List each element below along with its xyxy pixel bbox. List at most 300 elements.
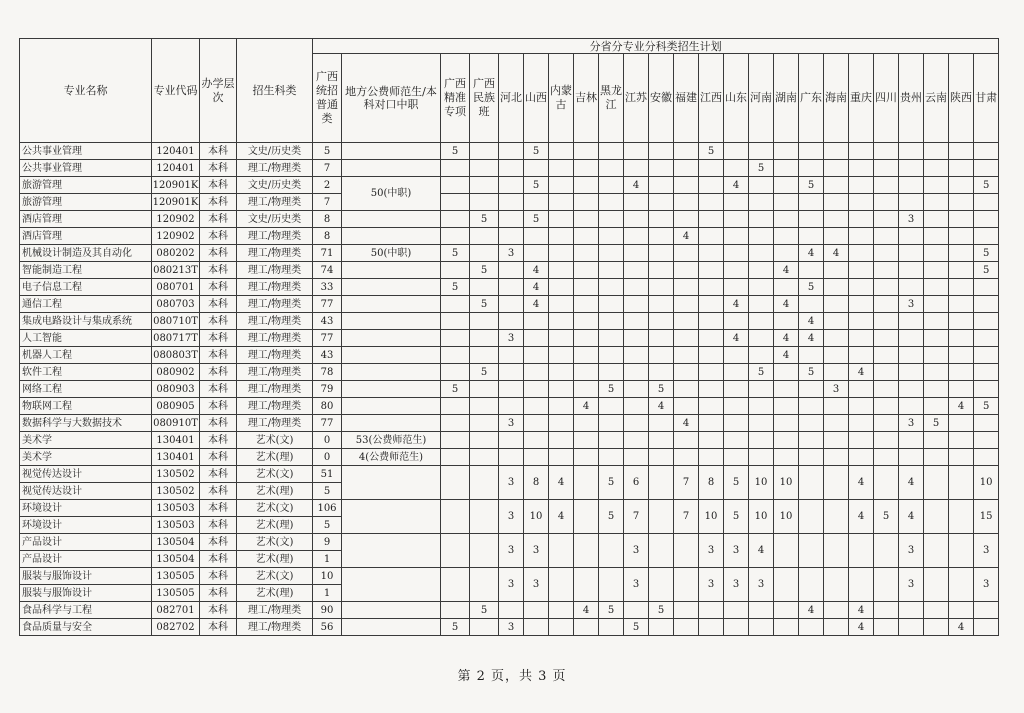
col-header-local: 地方公费师范生/本科对口中职 bbox=[342, 54, 441, 143]
header-row-top bbox=[20, 39, 999, 54]
major-code: 120902 bbox=[152, 228, 200, 245]
province-count bbox=[874, 262, 899, 279]
province-count bbox=[699, 313, 724, 330]
province-count bbox=[624, 313, 649, 330]
province-count bbox=[441, 330, 470, 347]
province-count: 5 bbox=[799, 279, 824, 296]
province-count bbox=[674, 194, 699, 211]
province-count bbox=[774, 568, 799, 602]
province-count bbox=[899, 228, 924, 245]
col-header-province: 内蒙古 bbox=[549, 54, 574, 143]
province-count: 3 bbox=[524, 568, 549, 602]
province-count bbox=[824, 415, 849, 432]
province-count: 3 bbox=[624, 534, 649, 568]
province-count bbox=[574, 313, 599, 330]
col-header-province: 海南 bbox=[824, 54, 849, 143]
local-quota bbox=[342, 602, 441, 619]
province-count bbox=[549, 619, 574, 636]
category: 艺术(文) bbox=[237, 466, 313, 483]
province-count bbox=[674, 313, 699, 330]
province-count bbox=[724, 262, 749, 279]
level: 本科 bbox=[200, 568, 237, 585]
province-count bbox=[624, 296, 649, 313]
province-count bbox=[599, 364, 624, 381]
province-count bbox=[824, 262, 849, 279]
province-count bbox=[499, 602, 524, 619]
province-count bbox=[470, 432, 499, 449]
province-count bbox=[470, 194, 499, 211]
province-count bbox=[774, 228, 799, 245]
table-row bbox=[20, 279, 999, 296]
province-count bbox=[441, 534, 470, 568]
gx-normal-count: 79 bbox=[313, 381, 342, 398]
major-code: 130401 bbox=[152, 432, 200, 449]
province-count bbox=[799, 194, 824, 211]
province-count bbox=[849, 177, 874, 194]
province-count bbox=[924, 143, 949, 160]
province-count bbox=[774, 313, 799, 330]
province-count bbox=[649, 143, 674, 160]
major-name: 旅游管理 bbox=[20, 194, 152, 211]
province-count bbox=[549, 534, 574, 568]
province-count bbox=[674, 330, 699, 347]
province-count bbox=[974, 619, 999, 636]
province-count bbox=[470, 228, 499, 245]
province-count bbox=[874, 534, 899, 568]
province-count bbox=[799, 262, 824, 279]
province-count bbox=[874, 568, 899, 602]
table-row bbox=[20, 568, 999, 585]
province-count bbox=[949, 568, 974, 602]
province-count bbox=[849, 245, 874, 262]
province-count bbox=[899, 330, 924, 347]
col-header-province: 广西民族班 bbox=[470, 54, 499, 143]
major-code: 130502 bbox=[152, 466, 200, 483]
province-count: 4 bbox=[774, 330, 799, 347]
province-count bbox=[674, 160, 699, 177]
table-row bbox=[20, 500, 999, 517]
province-count bbox=[949, 245, 974, 262]
province-count bbox=[874, 398, 899, 415]
province-count: 5 bbox=[524, 177, 549, 194]
province-count bbox=[974, 211, 999, 228]
province-count bbox=[499, 381, 524, 398]
major-name: 集成电路设计与集成系统 bbox=[20, 313, 152, 330]
province-count bbox=[549, 347, 574, 364]
major-code: 130504 bbox=[152, 551, 200, 568]
province-count: 5 bbox=[441, 279, 470, 296]
province-count: 3 bbox=[724, 568, 749, 602]
province-count bbox=[674, 602, 699, 619]
province-count: 3 bbox=[499, 619, 524, 636]
page-footer: 第 2 页，共 3 页 bbox=[457, 669, 567, 684]
level: 本科 bbox=[200, 551, 237, 568]
province-count: 4 bbox=[824, 245, 849, 262]
province-count bbox=[624, 245, 649, 262]
table-row bbox=[20, 313, 999, 330]
col-header-category: 招生科类 bbox=[237, 39, 313, 143]
province-count bbox=[749, 415, 774, 432]
province-count: 5 bbox=[974, 398, 999, 415]
province-count bbox=[974, 602, 999, 619]
col-header-province: 广西精准专项 bbox=[441, 54, 470, 143]
province-count bbox=[470, 500, 499, 534]
province-count bbox=[524, 619, 549, 636]
province-count bbox=[699, 449, 724, 466]
province-count bbox=[624, 364, 649, 381]
province-count: 3 bbox=[524, 534, 549, 568]
local-quota bbox=[342, 466, 441, 500]
province-count bbox=[824, 211, 849, 228]
province-count bbox=[574, 211, 599, 228]
province-count bbox=[724, 245, 749, 262]
province-count bbox=[949, 330, 974, 347]
category: 理工/物理类 bbox=[237, 245, 313, 262]
col-header-gx-normal: 广西统招普通类 bbox=[313, 54, 342, 143]
province-count bbox=[924, 330, 949, 347]
province-count bbox=[524, 432, 549, 449]
province-count bbox=[849, 330, 874, 347]
province-count: 5 bbox=[749, 160, 774, 177]
table-row bbox=[20, 228, 999, 245]
province-count bbox=[599, 534, 624, 568]
province-count bbox=[499, 194, 524, 211]
province-count bbox=[749, 398, 774, 415]
province-count bbox=[899, 432, 924, 449]
province-count: 5 bbox=[799, 177, 824, 194]
local-quota bbox=[342, 415, 441, 432]
local-quota bbox=[342, 330, 441, 347]
province-count bbox=[649, 568, 674, 602]
province-count bbox=[874, 602, 899, 619]
col-header-province: 湖南 bbox=[774, 54, 799, 143]
province-count bbox=[524, 364, 549, 381]
province-count bbox=[499, 262, 524, 279]
gx-normal-count: 1 bbox=[313, 551, 342, 568]
province-count bbox=[699, 262, 724, 279]
province-count bbox=[824, 296, 849, 313]
level: 本科 bbox=[200, 347, 237, 364]
enrollment-plan-table bbox=[19, 38, 999, 636]
enrollment-plan-sheet bbox=[19, 38, 999, 636]
province-count bbox=[949, 364, 974, 381]
gx-normal-count: 8 bbox=[313, 228, 342, 245]
province-count: 4 bbox=[849, 364, 874, 381]
province-count bbox=[549, 279, 574, 296]
local-quota bbox=[342, 143, 441, 160]
level: 本科 bbox=[200, 619, 237, 636]
province-count bbox=[574, 500, 599, 534]
major-name: 物联网工程 bbox=[20, 398, 152, 415]
province-count bbox=[949, 466, 974, 500]
province-count bbox=[549, 296, 574, 313]
province-count bbox=[949, 534, 974, 568]
province-count bbox=[849, 296, 874, 313]
province-count bbox=[624, 381, 649, 398]
province-count bbox=[899, 398, 924, 415]
province-count bbox=[924, 534, 949, 568]
category: 艺术(文) bbox=[237, 432, 313, 449]
province-count: 4 bbox=[774, 347, 799, 364]
province-count: 5 bbox=[724, 500, 749, 534]
table-row bbox=[20, 364, 999, 381]
province-count: 3 bbox=[499, 330, 524, 347]
major-name: 产品设计 bbox=[20, 551, 152, 568]
province-count bbox=[470, 568, 499, 602]
category: 理工/物理类 bbox=[237, 262, 313, 279]
province-count bbox=[899, 177, 924, 194]
province-count bbox=[624, 449, 649, 466]
category: 文史/历史类 bbox=[237, 177, 313, 194]
major-name: 环境设计 bbox=[20, 500, 152, 517]
province-count: 3 bbox=[824, 381, 849, 398]
province-count bbox=[649, 279, 674, 296]
major-code: 130505 bbox=[152, 585, 200, 602]
province-count bbox=[924, 194, 949, 211]
province-count bbox=[499, 279, 524, 296]
major-name: 食品科学与工程 bbox=[20, 602, 152, 619]
province-count bbox=[924, 160, 949, 177]
gx-normal-count: 0 bbox=[313, 432, 342, 449]
province-count bbox=[674, 245, 699, 262]
province-count bbox=[974, 449, 999, 466]
col-header-province: 福建 bbox=[674, 54, 699, 143]
province-count bbox=[649, 364, 674, 381]
level: 本科 bbox=[200, 279, 237, 296]
province-count bbox=[524, 330, 549, 347]
level: 本科 bbox=[200, 364, 237, 381]
major-code: 082701 bbox=[152, 602, 200, 619]
province-count: 5 bbox=[924, 415, 949, 432]
province-count bbox=[799, 449, 824, 466]
province-count bbox=[599, 449, 624, 466]
province-count bbox=[774, 160, 799, 177]
province-count bbox=[749, 228, 774, 245]
province-count bbox=[874, 466, 899, 500]
major-name: 美术学 bbox=[20, 432, 152, 449]
province-count: 5 bbox=[470, 364, 499, 381]
province-count bbox=[470, 534, 499, 568]
province-count: 3 bbox=[974, 568, 999, 602]
province-count bbox=[724, 415, 749, 432]
province-count: 3 bbox=[499, 415, 524, 432]
province-count bbox=[524, 602, 549, 619]
province-count bbox=[749, 330, 774, 347]
gx-normal-count: 33 bbox=[313, 279, 342, 296]
province-count bbox=[799, 160, 824, 177]
local-quota bbox=[342, 619, 441, 636]
province-count: 5 bbox=[799, 364, 824, 381]
province-count bbox=[824, 619, 849, 636]
province-count: 8 bbox=[524, 466, 549, 500]
province-count bbox=[674, 619, 699, 636]
table-row bbox=[20, 534, 999, 551]
province-count: 4 bbox=[724, 177, 749, 194]
province-count bbox=[724, 449, 749, 466]
province-count: 5 bbox=[599, 381, 624, 398]
province-count bbox=[874, 432, 899, 449]
province-count bbox=[624, 398, 649, 415]
province-count bbox=[724, 279, 749, 296]
province-count bbox=[849, 449, 874, 466]
province-count bbox=[774, 381, 799, 398]
province-count: 3 bbox=[499, 500, 524, 534]
province-count: 5 bbox=[599, 466, 624, 500]
province-count bbox=[649, 432, 674, 449]
province-count bbox=[524, 347, 549, 364]
col-header-province: 江西 bbox=[699, 54, 724, 143]
province-count bbox=[874, 279, 899, 296]
province-count bbox=[824, 194, 849, 211]
province-count bbox=[899, 381, 924, 398]
gx-normal-count: 2 bbox=[313, 177, 342, 194]
province-count bbox=[674, 262, 699, 279]
province-count bbox=[724, 432, 749, 449]
category: 艺术(理) bbox=[237, 551, 313, 568]
province-count: 8 bbox=[699, 466, 724, 500]
province-count bbox=[499, 449, 524, 466]
province-count bbox=[899, 279, 924, 296]
province-count bbox=[874, 160, 899, 177]
province-count bbox=[974, 415, 999, 432]
local-quota bbox=[342, 296, 441, 313]
province-count bbox=[624, 347, 649, 364]
gx-normal-count: 10 bbox=[313, 568, 342, 585]
gx-normal-count: 7 bbox=[313, 194, 342, 211]
province-count bbox=[924, 313, 949, 330]
table-row bbox=[20, 619, 999, 636]
province-count bbox=[649, 296, 674, 313]
province-count bbox=[441, 313, 470, 330]
province-count: 10 bbox=[699, 500, 724, 534]
gx-normal-count: 43 bbox=[313, 347, 342, 364]
province-count: 3 bbox=[974, 534, 999, 568]
province-count bbox=[874, 313, 899, 330]
province-count bbox=[524, 194, 549, 211]
category: 理工/物理类 bbox=[237, 364, 313, 381]
province-count bbox=[849, 347, 874, 364]
province-count bbox=[599, 245, 624, 262]
province-count: 4 bbox=[774, 296, 799, 313]
province-count bbox=[899, 347, 924, 364]
province-count bbox=[599, 194, 624, 211]
province-count bbox=[699, 160, 724, 177]
major-name: 公共事业管理 bbox=[20, 143, 152, 160]
level: 本科 bbox=[200, 160, 237, 177]
province-count bbox=[649, 330, 674, 347]
province-count bbox=[599, 211, 624, 228]
province-count bbox=[499, 160, 524, 177]
province-count bbox=[549, 228, 574, 245]
major-code: 120902 bbox=[152, 211, 200, 228]
gx-normal-count: 7 bbox=[313, 160, 342, 177]
province-count bbox=[899, 194, 924, 211]
province-count bbox=[674, 398, 699, 415]
col-header-province: 山东 bbox=[724, 54, 749, 143]
province-count bbox=[949, 211, 974, 228]
province-count bbox=[724, 228, 749, 245]
province-count bbox=[599, 177, 624, 194]
province-count bbox=[749, 449, 774, 466]
province-count bbox=[599, 347, 624, 364]
province-count bbox=[699, 602, 724, 619]
gx-normal-count: 78 bbox=[313, 364, 342, 381]
category: 理工/物理类 bbox=[237, 330, 313, 347]
province-count bbox=[674, 296, 699, 313]
province-count: 4 bbox=[574, 398, 599, 415]
col-header-province: 云南 bbox=[924, 54, 949, 143]
province-count bbox=[824, 602, 849, 619]
province-count bbox=[470, 381, 499, 398]
province-count bbox=[724, 143, 749, 160]
gx-normal-count: 9 bbox=[313, 534, 342, 551]
province-count bbox=[899, 449, 924, 466]
category: 艺术(文) bbox=[237, 534, 313, 551]
province-count bbox=[574, 466, 599, 500]
province-count bbox=[749, 619, 774, 636]
province-count bbox=[849, 279, 874, 296]
province-count: 4 bbox=[849, 619, 874, 636]
local-quota: 50(中职) bbox=[342, 245, 441, 262]
major-code: 130502 bbox=[152, 483, 200, 500]
province-count bbox=[599, 160, 624, 177]
province-count bbox=[599, 279, 624, 296]
table-row bbox=[20, 211, 999, 228]
major-code: 130503 bbox=[152, 517, 200, 534]
gx-normal-count: 90 bbox=[313, 602, 342, 619]
province-count bbox=[974, 160, 999, 177]
province-count bbox=[949, 177, 974, 194]
province-count bbox=[549, 381, 574, 398]
province-count bbox=[724, 364, 749, 381]
province-count bbox=[924, 364, 949, 381]
major-code: 130401 bbox=[152, 449, 200, 466]
major-name: 智能制造工程 bbox=[20, 262, 152, 279]
table-row bbox=[20, 177, 999, 194]
province-count bbox=[924, 211, 949, 228]
province-count bbox=[974, 330, 999, 347]
province-count: 4 bbox=[899, 500, 924, 534]
province-count bbox=[470, 449, 499, 466]
level: 本科 bbox=[200, 432, 237, 449]
province-count bbox=[441, 211, 470, 228]
province-count bbox=[799, 500, 824, 534]
province-count: 4 bbox=[799, 330, 824, 347]
province-count bbox=[824, 313, 849, 330]
province-count bbox=[649, 262, 674, 279]
province-count bbox=[549, 143, 574, 160]
province-count bbox=[649, 466, 674, 500]
province-count bbox=[674, 177, 699, 194]
province-count: 5 bbox=[974, 262, 999, 279]
province-count: 4 bbox=[949, 619, 974, 636]
province-count bbox=[441, 262, 470, 279]
province-count bbox=[524, 449, 549, 466]
province-count bbox=[724, 602, 749, 619]
local-quota: 53(公费师范生) bbox=[342, 432, 441, 449]
province-count bbox=[749, 381, 774, 398]
province-count bbox=[924, 449, 949, 466]
gx-normal-count: 51 bbox=[313, 466, 342, 483]
province-count bbox=[470, 313, 499, 330]
province-count bbox=[824, 330, 849, 347]
province-count bbox=[549, 415, 574, 432]
province-count: 3 bbox=[624, 568, 649, 602]
province-count bbox=[899, 364, 924, 381]
province-count bbox=[524, 245, 549, 262]
province-count bbox=[674, 449, 699, 466]
province-count bbox=[949, 415, 974, 432]
